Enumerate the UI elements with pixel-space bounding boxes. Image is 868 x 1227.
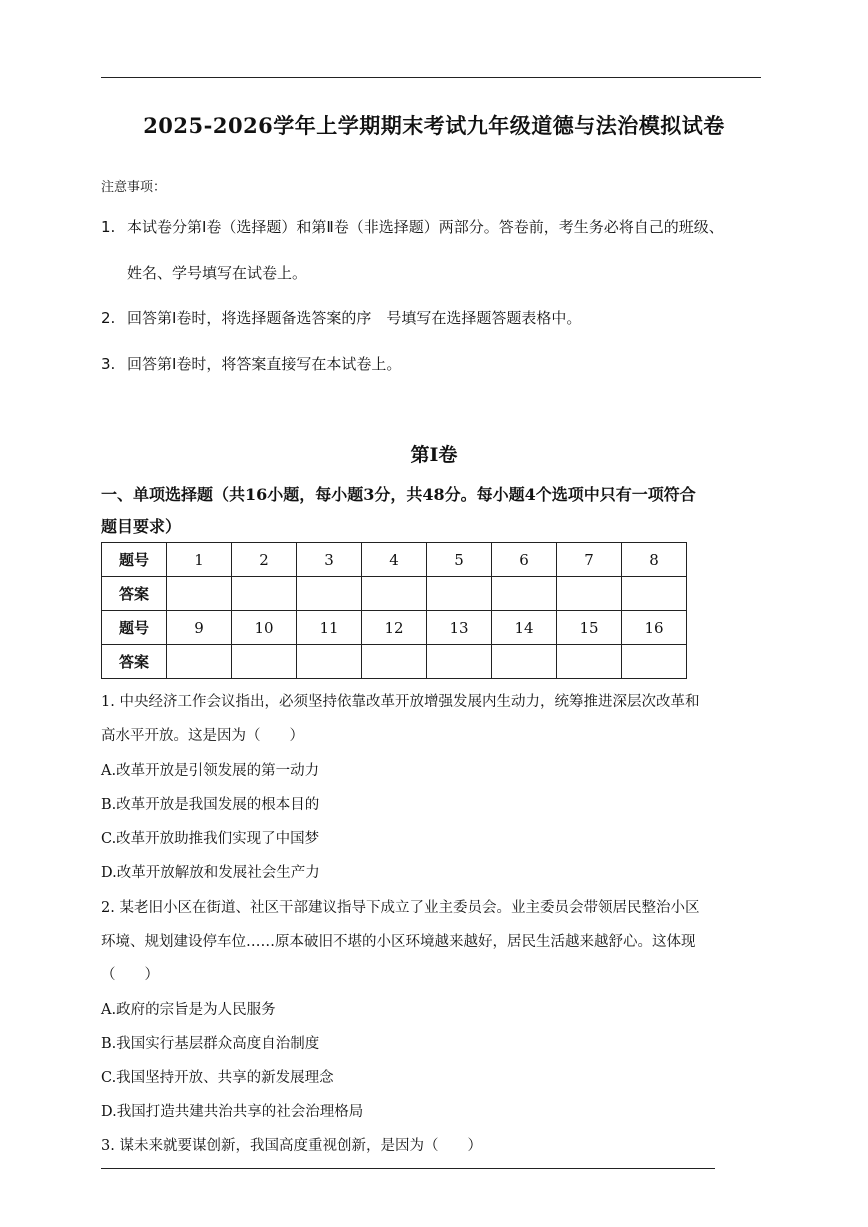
notice-item-number: 2. (101, 309, 116, 327)
question-number-cell: 10 (232, 611, 297, 645)
answer-cell[interactable] (557, 577, 622, 611)
answer-cell[interactable] (167, 645, 232, 679)
question-number-cell: 14 (492, 611, 557, 645)
question-1-option-c: C.改革开放助推我们实现了中国梦 (101, 831, 320, 847)
notice-item-number: 1. (101, 218, 116, 236)
answer-cell[interactable] (167, 577, 232, 611)
answer-cell[interactable] (557, 645, 622, 679)
question-2-stem-cont: 环境、规划建设停车位……原本破旧不堪的小区环境越来越好，居民生活越来越舒心。这体现 (101, 934, 696, 950)
question-number-cell: 2 (232, 543, 297, 577)
question-number-cell: 5 (427, 543, 492, 577)
question-2-stem-cont-2: （ ） (101, 967, 159, 983)
notice-item-3 (101, 353, 401, 374)
question-number-cell: 8 (622, 543, 687, 577)
part-heading: 一、单项选择题（共16小题，每小题3分，共48分。每小题4个选项中只有一项符合 (101, 485, 696, 504)
question-1-stem: 1. 中央经济工作会议指出，必须坚持依靠改革开放增强发展内生动力，统筹推进深层次改革和 (101, 694, 700, 710)
answer-cell[interactable] (232, 645, 297, 679)
question-1-option-b: B.改革开放是我国发展的根本目的 (101, 797, 320, 813)
question-number-cell: 16 (622, 611, 687, 645)
question-1-stem-cont: 高水平开放。这是因为（ ） (101, 728, 304, 744)
answer-cell[interactable] (362, 645, 427, 679)
table-header-cell: 题号 (102, 543, 167, 577)
question-number-cell: 3 (297, 543, 362, 577)
answer-cell[interactable] (622, 645, 687, 679)
table-header-cell: 题号 (102, 611, 167, 645)
top-rule (101, 77, 761, 78)
notice-item-text: 回答第Ⅰ卷时，将选择题备选答案的序 号填写在选择题答题表格中。 (127, 309, 582, 327)
notice-item-text: 回答第Ⅰ卷时，将答案直接写在本试卷上。 (127, 355, 402, 373)
section-title: 第Ⅰ卷 (410, 444, 458, 466)
question-2-option-a: A.政府的宗旨是为人民服务 (101, 1002, 276, 1018)
question-number-cell: 6 (492, 543, 557, 577)
table-header-cell: 答案 (102, 577, 167, 611)
question-number-cell: 11 (297, 611, 362, 645)
exam-title: 2025-2026学年上学期期末考试九年级道德与法治模拟试卷 (143, 113, 725, 138)
question-number-cell: 1 (167, 543, 232, 577)
answer-cell[interactable] (232, 577, 297, 611)
answer-cell[interactable] (492, 577, 557, 611)
notice-item-number: 3. (101, 355, 116, 373)
table-row (102, 543, 687, 577)
question-2-option-c: C.我国坚持开放、共享的新发展理念 (101, 1070, 334, 1086)
question-number-cell: 12 (362, 611, 427, 645)
notice-item-2 (101, 307, 581, 328)
notice-item-1-cont: 姓名、学号填写在试卷上。 (127, 264, 308, 282)
answer-cell[interactable] (297, 577, 362, 611)
answer-cell[interactable] (362, 577, 427, 611)
notice-label: 注意事项： (101, 180, 167, 195)
question-2-stem: 2. 某老旧小区在街道、社区干部建议指导下成立了业主委员会。业主委员会带领居民整治小区 (101, 900, 700, 916)
question-1-option-d: D.改革开放解放和发展社会生产力 (101, 865, 320, 881)
table-row (102, 645, 687, 679)
question-2-option-d: D.我国打造共建共治共享的社会治理格局 (101, 1104, 364, 1120)
question-1-option-a: A.改革开放是引领发展的第一动力 (101, 763, 320, 779)
answer-cell[interactable] (427, 577, 492, 611)
question-number-cell: 15 (557, 611, 622, 645)
question-2-option-b: B.我国实行基层群众高度自治制度 (101, 1036, 320, 1052)
part-heading-cont: 题目要求） (101, 517, 182, 536)
question-number-cell: 7 (557, 543, 622, 577)
answer-table (101, 542, 687, 679)
table-header-cell: 答案 (102, 645, 167, 679)
answer-cell[interactable] (622, 577, 687, 611)
question-number-cell: 4 (362, 543, 427, 577)
notice-item-text: 本试卷分第Ⅰ卷（选择题）和第Ⅱ卷（非选择题）两部分。答卷前，考生务必将自己的班级、 (127, 218, 724, 236)
notice-item-1 (101, 216, 724, 237)
table-row (102, 611, 687, 645)
answer-cell[interactable] (297, 645, 362, 679)
answer-cell[interactable] (492, 645, 557, 679)
bottom-rule (101, 1168, 715, 1169)
answer-cell[interactable] (427, 645, 492, 679)
table-row (102, 577, 687, 611)
question-3-stem: 3. 谋未来就要谋创新，我国高度重视创新，是因为（ ） (101, 1138, 482, 1154)
question-number-cell: 13 (427, 611, 492, 645)
question-number-cell: 9 (167, 611, 232, 645)
